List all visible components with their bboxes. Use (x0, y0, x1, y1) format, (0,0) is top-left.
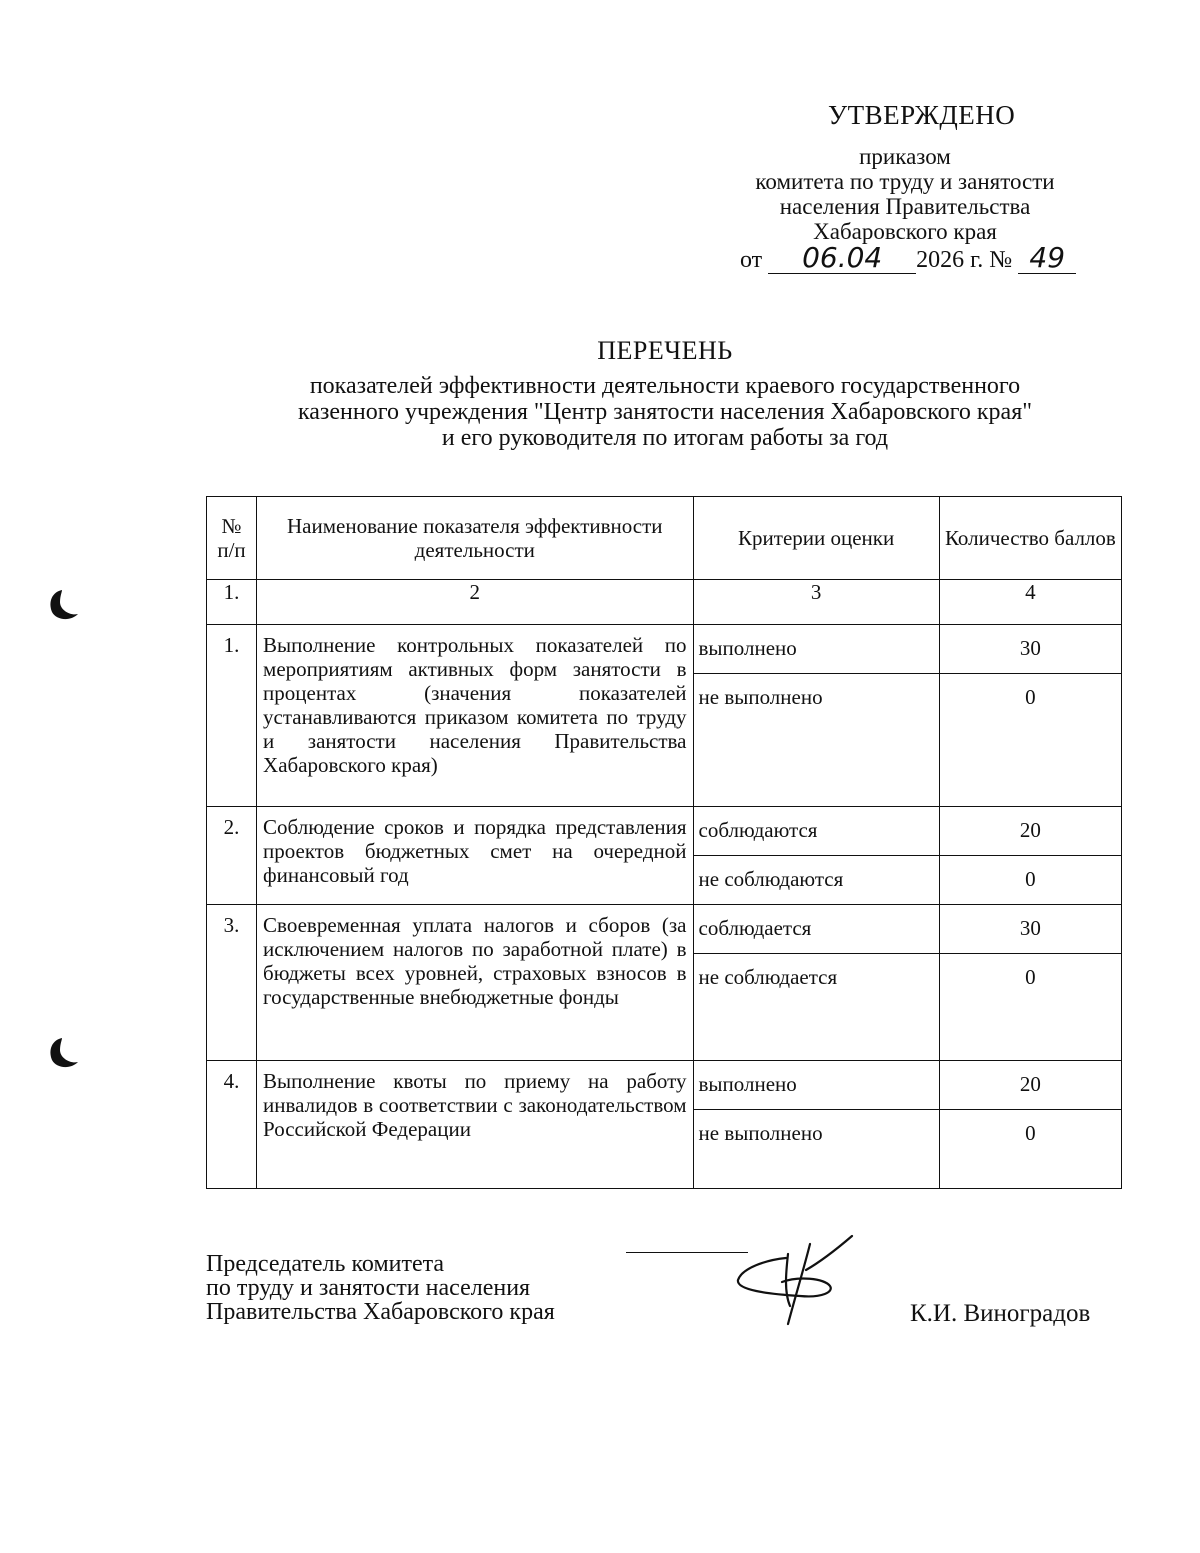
criterion: не выполнено (693, 1110, 939, 1189)
criterion: не соблюдается (693, 954, 939, 1061)
subtitle-line: и его руководителя по итогам работы за год (441, 425, 889, 451)
criterion: не соблюдаются (693, 856, 939, 905)
position-line: по труду и занятости населения (206, 1275, 531, 1301)
points: 0 (939, 674, 1121, 807)
approval-line: комитета по труду и занятости (755, 169, 1055, 194)
header-points: Количество баллов (939, 497, 1121, 580)
document-title: ПЕРЕЧЕНЬ (597, 336, 733, 365)
table-row (207, 1061, 1122, 1110)
index-cell: 3 (693, 580, 939, 625)
table-row (207, 807, 1122, 856)
approval-date-line (740, 243, 1076, 274)
points: 0 (939, 1110, 1121, 1189)
row-number: 4. (207, 1061, 257, 1189)
criterion: не выполнено (693, 674, 939, 807)
handwritten-order-number: 49 (1018, 243, 1076, 274)
indicator-name: Выполнение квоты по приему на работу инвалидов в соответствии с законодательством Российской Федерации (257, 1061, 693, 1189)
header-criteria: Критерии оценки (693, 497, 939, 580)
points: 30 (939, 625, 1121, 674)
handwritten-signature (728, 1232, 858, 1332)
points: 30 (939, 905, 1121, 954)
indicators-table (206, 496, 1122, 1189)
subtitle-line: показателей эффективности деятельности краевого государственного (309, 373, 1021, 399)
subtitle-line: казенного учреждения "Центр занятости населения Хабаровского края" (297, 399, 1033, 425)
criterion: соблюдается (693, 905, 939, 954)
approval-order-lines (700, 144, 1110, 244)
handwritten-date: 06.04 (768, 243, 916, 274)
approval-line: населения Правительства (779, 194, 1031, 219)
index-cell: 2 (257, 580, 693, 625)
criterion: выполнено (693, 625, 939, 674)
header-num: № п/п (207, 497, 257, 580)
indicator-name: Соблюдение сроков и порядка представления проектов бюджетных смет на очередной финансовый год (257, 807, 693, 905)
criterion: выполнено (693, 1061, 939, 1110)
binder-hole-mark (48, 588, 80, 622)
points: 20 (939, 1061, 1121, 1110)
points: 0 (939, 856, 1121, 905)
signatory-name: К.И. Виноградов (910, 1300, 1091, 1327)
index-cell: 4 (939, 580, 1121, 625)
indicator-name: Своевременная уплата налогов и сборов (за исключением налогов по заработной плате) в бюджеты всех уровней, страховых взносов в государственные внебюджетные фонды (257, 905, 693, 1061)
index-cell: 1. (207, 580, 257, 625)
table-row (207, 625, 1122, 674)
row-number: 2. (207, 807, 257, 905)
row-number: 3. (207, 905, 257, 1061)
points: 0 (939, 954, 1121, 1061)
date-prefix: от (740, 247, 763, 273)
position-line: Правительства Хабаровского края (206, 1299, 555, 1325)
criterion: соблюдаются (693, 807, 939, 856)
points: 20 (939, 807, 1121, 856)
approval-line: приказом (859, 144, 951, 169)
signatory-position (206, 1252, 555, 1324)
approval-title: УТВЕРЖДЕНО (828, 100, 1016, 130)
indicator-name: Выполнение контрольных показателей по мероприятиям активных форм занятости в процентах (значения показателей устанавливаются приказом комитета по труду и занятости населения Правительства Хабаровского края) (257, 625, 693, 807)
position-line: Председатель комитета (206, 1251, 445, 1277)
year-number-label: 2026 г. № (916, 247, 1013, 273)
header-indicator-name: Наименование показателя эффективности деятельности (257, 497, 693, 580)
document-subtitle (200, 373, 1130, 451)
table-row (207, 905, 1122, 954)
binder-hole-mark (48, 1036, 80, 1070)
approval-line: Хабаровского края (813, 219, 997, 244)
table-header-row (207, 497, 1122, 580)
row-number: 1. (207, 625, 257, 807)
table-index-row (207, 580, 1122, 625)
